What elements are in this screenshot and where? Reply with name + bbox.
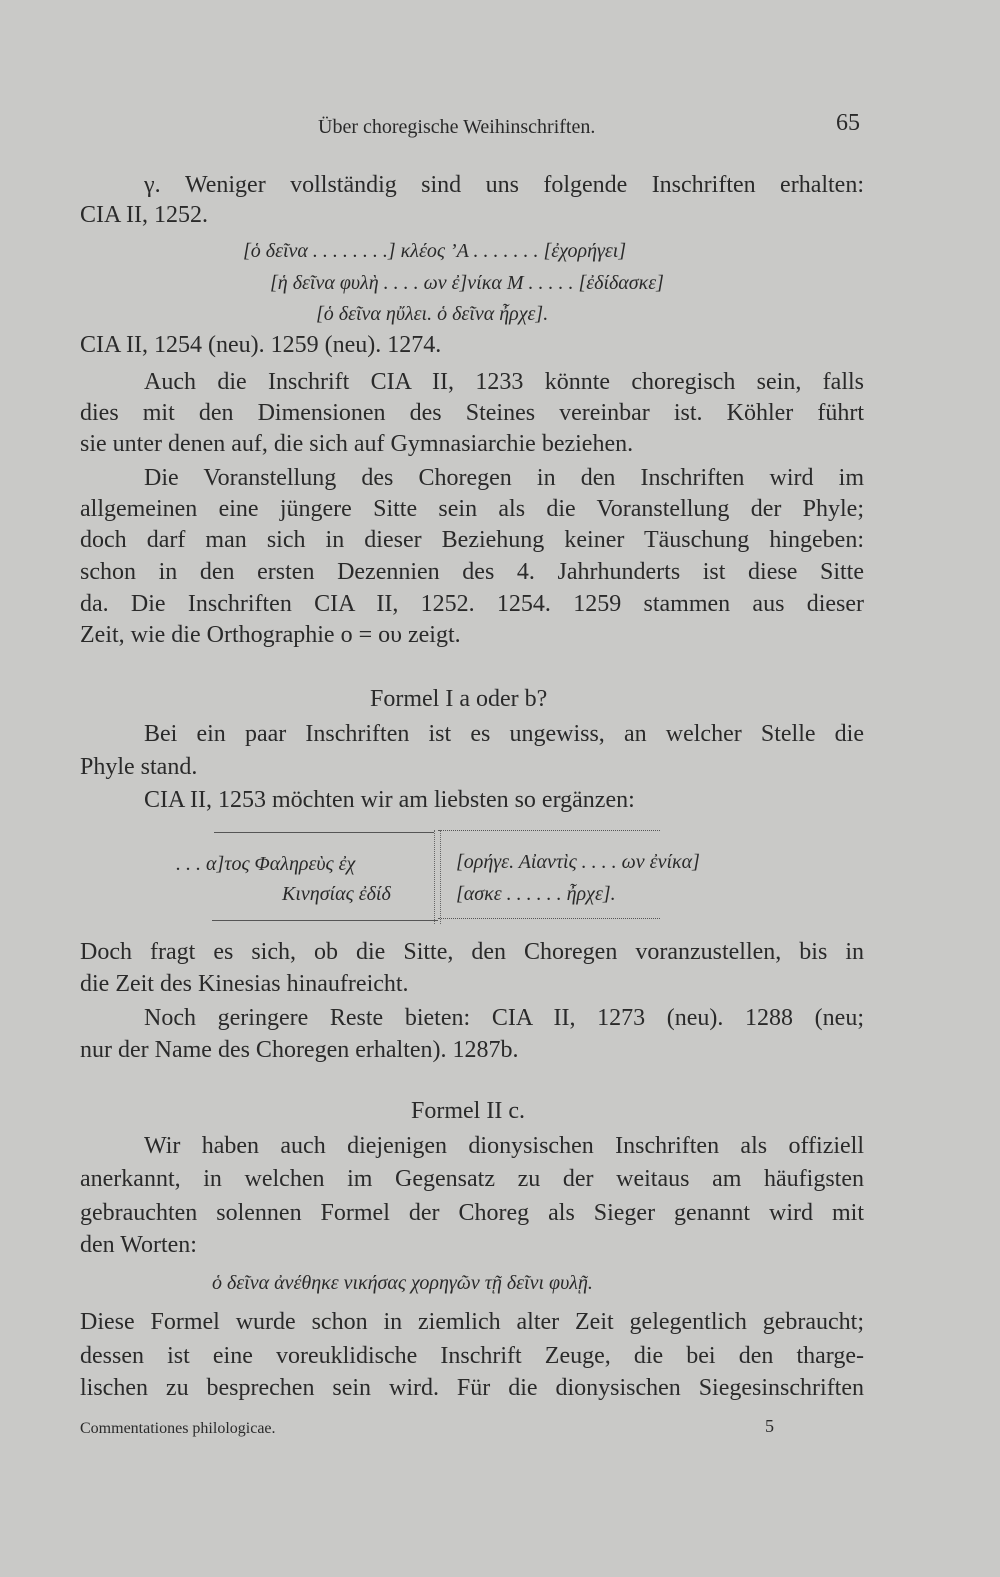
text-line: da. Die Inschriften CIA II, 1252. 1254. 1259 stammen aus dieser bbox=[80, 591, 864, 617]
text-line: den Worten: bbox=[80, 1232, 197, 1258]
text-line: gebrauchten solennen Formel der Choreg als Sieger genannt wird mit bbox=[80, 1200, 864, 1226]
greek-line: [ὁ δεῖνα . . . . . . . .] κλέος ’A . . . . . . . [ἐχορήγει] bbox=[243, 240, 627, 262]
text-line: CIA II, 1252. bbox=[80, 202, 208, 228]
table-right-line: [ασκε . . . . . . ἦρχε]. bbox=[456, 883, 616, 905]
text-line: Noch geringere Reste bieten: CIA II, 1273 (neu). 1288 (neu; bbox=[144, 1005, 864, 1031]
section-heading: Formel I a oder b? bbox=[370, 686, 548, 712]
footer-sheet-number: 5 bbox=[765, 1416, 774, 1436]
greek-line: ὁ δεῖνα ἀνέθηκε νικήσας χορηγῶν τῇ δεῖνι φυλῇ. bbox=[212, 1272, 593, 1294]
text-line: Phyle stand. bbox=[80, 754, 198, 780]
table-rule-top-right bbox=[438, 830, 660, 831]
text-line: Doch fragt es sich, ob die Sitte, den Choregen voranzustellen, bis in bbox=[80, 939, 864, 965]
page-number: 65 bbox=[836, 110, 860, 136]
text-line: anerkannt, in welchen im Gegensatz zu der weitaus am häufigsten bbox=[80, 1166, 864, 1192]
text-line: die Zeit des Kinesias hinaufreicht. bbox=[80, 971, 409, 997]
table-divider-2 bbox=[440, 830, 441, 924]
table-rule-top bbox=[214, 832, 434, 833]
text-line: nur der Name des Choregen erhalten). 1287b. bbox=[80, 1037, 519, 1063]
text-line: γ. Weniger vollständig sind uns folgende Inschriften erhalten: bbox=[144, 172, 864, 198]
text-line: dessen ist eine voreuklidische Inschrift Zeuge, die bei den tharge- bbox=[80, 1343, 864, 1369]
text-line: sie unter denen auf, die sich auf Gymnasiarchie beziehen. bbox=[80, 431, 634, 457]
greek-line: [ὁ δεῖνα ηὔλει. ὁ δεῖνα ἦρχε]. bbox=[316, 303, 549, 325]
table-divider bbox=[434, 830, 435, 924]
section-heading: Formel II c. bbox=[411, 1098, 525, 1124]
text-line: lischen zu besprechen sein wird. Für die dionysischen Siegesinschriften bbox=[80, 1375, 864, 1401]
text-line: Die Voranstellung des Choregen in den Inschriften wird im bbox=[144, 465, 864, 491]
text-line: Zeit, wie die Orthographie ο = ου zeigt. bbox=[80, 622, 461, 648]
footer-signature: Commentationes philologicae. bbox=[80, 1420, 276, 1437]
table-left-line: Κινησίας ἐδίδ bbox=[282, 883, 391, 905]
text-line: CIA II, 1253 möchten wir am liebsten so ergänzen: bbox=[144, 787, 635, 813]
running-title: Über choregische Weihinschriften. bbox=[318, 116, 596, 138]
text-line: CIA II, 1254 (neu). 1259 (neu). 1274. bbox=[80, 332, 442, 358]
text-line: Auch die Inschrift CIA II, 1233 könnte choregisch sein, falls bbox=[144, 369, 864, 395]
table-right-line: [ορήγε. Αἰαντὶς . . . . ων ἐνίκα] bbox=[456, 851, 700, 873]
text-line: dies mit den Dimensionen des Steines vereinbar ist. Köhler führt bbox=[80, 400, 864, 426]
text-line: allgemeinen eine jüngere Sitte sein als die Voranstellung der Phyle; bbox=[80, 496, 864, 522]
text-line: Bei ein paar Inschriften ist es ungewiss, an welcher Stelle die bbox=[144, 721, 864, 747]
table-left-line: . . . α]τος Φαληρεὺς ἐχ bbox=[176, 853, 356, 875]
greek-line: [ἡ δεῖνα φυλὴ . . . . ων ἐ]νίκα M . . . . . [ἐδίδασκε] bbox=[270, 272, 664, 294]
text-line: Diese Formel wurde schon in ziemlich alter Zeit gelegentlich gebraucht; bbox=[80, 1309, 864, 1335]
text-line: doch darf man sich in dieser Beziehung keiner Täuschung hingeben: bbox=[80, 527, 864, 553]
text-line: Wir haben auch diejenigen dionysischen Inschriften als offiziell bbox=[144, 1133, 864, 1159]
table-rule-bottom-right bbox=[438, 918, 660, 919]
table-rule-bottom bbox=[212, 920, 438, 921]
text-line: schon in den ersten Dezennien des 4. Jahrhunderts ist diese Sitte bbox=[80, 559, 864, 585]
